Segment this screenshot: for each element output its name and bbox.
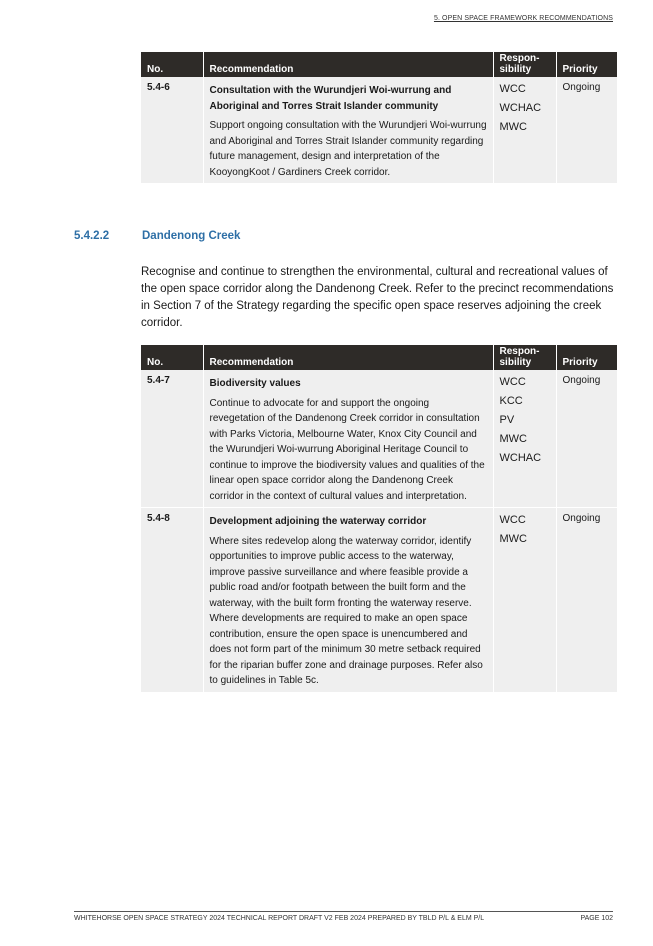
responsibility-item: WCHAC (499, 102, 542, 114)
page-number: PAGE 102 (580, 915, 613, 922)
table-header-row (141, 52, 617, 77)
header-no: No. (141, 345, 203, 370)
header-no: No. (141, 52, 203, 77)
rec-body: Continue to advocate for and support the ongoing revegetation of the Dandenong Creek corridor in consultation with Parks Victoria, Melbourne Water, Knox City Council and the Wurundjeri Woi-wurrung Aboriginal Heritage Council to continue to improve the biodiversity values and qualities of the linear open space corridor along the Dandenong Creek corridor in the context of cultural values and interpretation. (209, 397, 485, 502)
rec-cell (203, 508, 493, 693)
rec-body: Where sites redevelop along the waterway corridor, identify opportunities to improve public access to the waterway, improve passive surveillance and where feasible provide a public road and/or footpath between the built form and the waterway, with the built form fronting the waterway reserve. Where developments are required to make an open space contribution, ensure the open space is unencumbered and does not form part of the minimum 30 metre setback required for the riparian buffer zone and drainage purposes. Refer also to guidelines in Table 5c. (209, 535, 483, 686)
rec-number: 5.4-7 (141, 370, 203, 508)
section-title: Dandenong Creek (142, 230, 241, 242)
rec-title: Biodiversity values (209, 378, 301, 389)
table-row (141, 508, 617, 693)
rec-priority: Ongoing (556, 77, 617, 184)
responsibility-item: WCC (499, 514, 526, 526)
header-responsibility: Respon- sibility (493, 52, 556, 77)
responsibility-item: MWC (499, 121, 527, 133)
rec-responsibility (493, 370, 556, 508)
footer-document-title: WHITEHORSE OPEN SPACE STRATEGY 2024 TECHNICAL REPORT DRAFT V2 FEB 2024 PREPARED BY TBLD P/L & ELM P/L (74, 915, 485, 922)
rec-priority: Ongoing (556, 508, 617, 693)
recommendations-table-2 (141, 345, 617, 693)
rec-title: Development adjoining the waterway corridor (209, 516, 427, 527)
responsibility-item: WCC (499, 376, 526, 388)
responsibility-item: KCC (499, 395, 523, 407)
rec-number: 5.4-8 (141, 508, 203, 693)
header-priority: Priority (556, 52, 617, 77)
section-intro: Recognise and continue to strengthen the environmental, cultural and recreational values of the open space corridor along the Dandenong Creek. Refer to the precinct recommendations in Section 7 of the Strategy regarding the specific open space reserves adjoining the creek corridor. (141, 266, 614, 329)
responsibility-item: PV (499, 414, 515, 426)
table-header-row (141, 345, 617, 370)
rec-cell (203, 370, 493, 508)
rec-title: Consultation with the Wurundjeri Woi-wurrung and Aboriginal and Torres Strait Islander community (209, 85, 452, 112)
responsibility-item: MWC (499, 433, 527, 445)
responsibility-item: WCHAC (499, 452, 542, 464)
header-priority: Priority (556, 345, 617, 370)
rec-priority: Ongoing (556, 370, 617, 508)
section-number: 5.4.2.2 (74, 230, 110, 242)
rec-responsibility (493, 77, 556, 184)
responsibility-item: MWC (499, 533, 527, 545)
rec-number: 5.4-6 (141, 77, 203, 184)
responsibility-item: WCC (499, 83, 526, 95)
rec-body: Support ongoing consultation with the Wurundjeri Woi-wurrung and Aboriginal and Torres Strait Islander community regarding future management, design and interpretation of the KooyongKoot / Gardiners Creek corridor. (209, 120, 487, 178)
rec-cell (203, 77, 493, 184)
recommendations-table-1 (141, 52, 617, 184)
header-recommendation: Recommendation (203, 345, 493, 370)
running-header: 5. OPEN SPACE FRAMEWORK RECOMMENDATIONS (433, 15, 613, 22)
table-row (141, 370, 617, 508)
table-row (141, 77, 617, 184)
footer-divider (74, 911, 613, 912)
rec-responsibility (493, 508, 556, 693)
header-responsibility: Respon- sibility (493, 345, 556, 370)
header-recommendation: Recommendation (203, 52, 493, 77)
